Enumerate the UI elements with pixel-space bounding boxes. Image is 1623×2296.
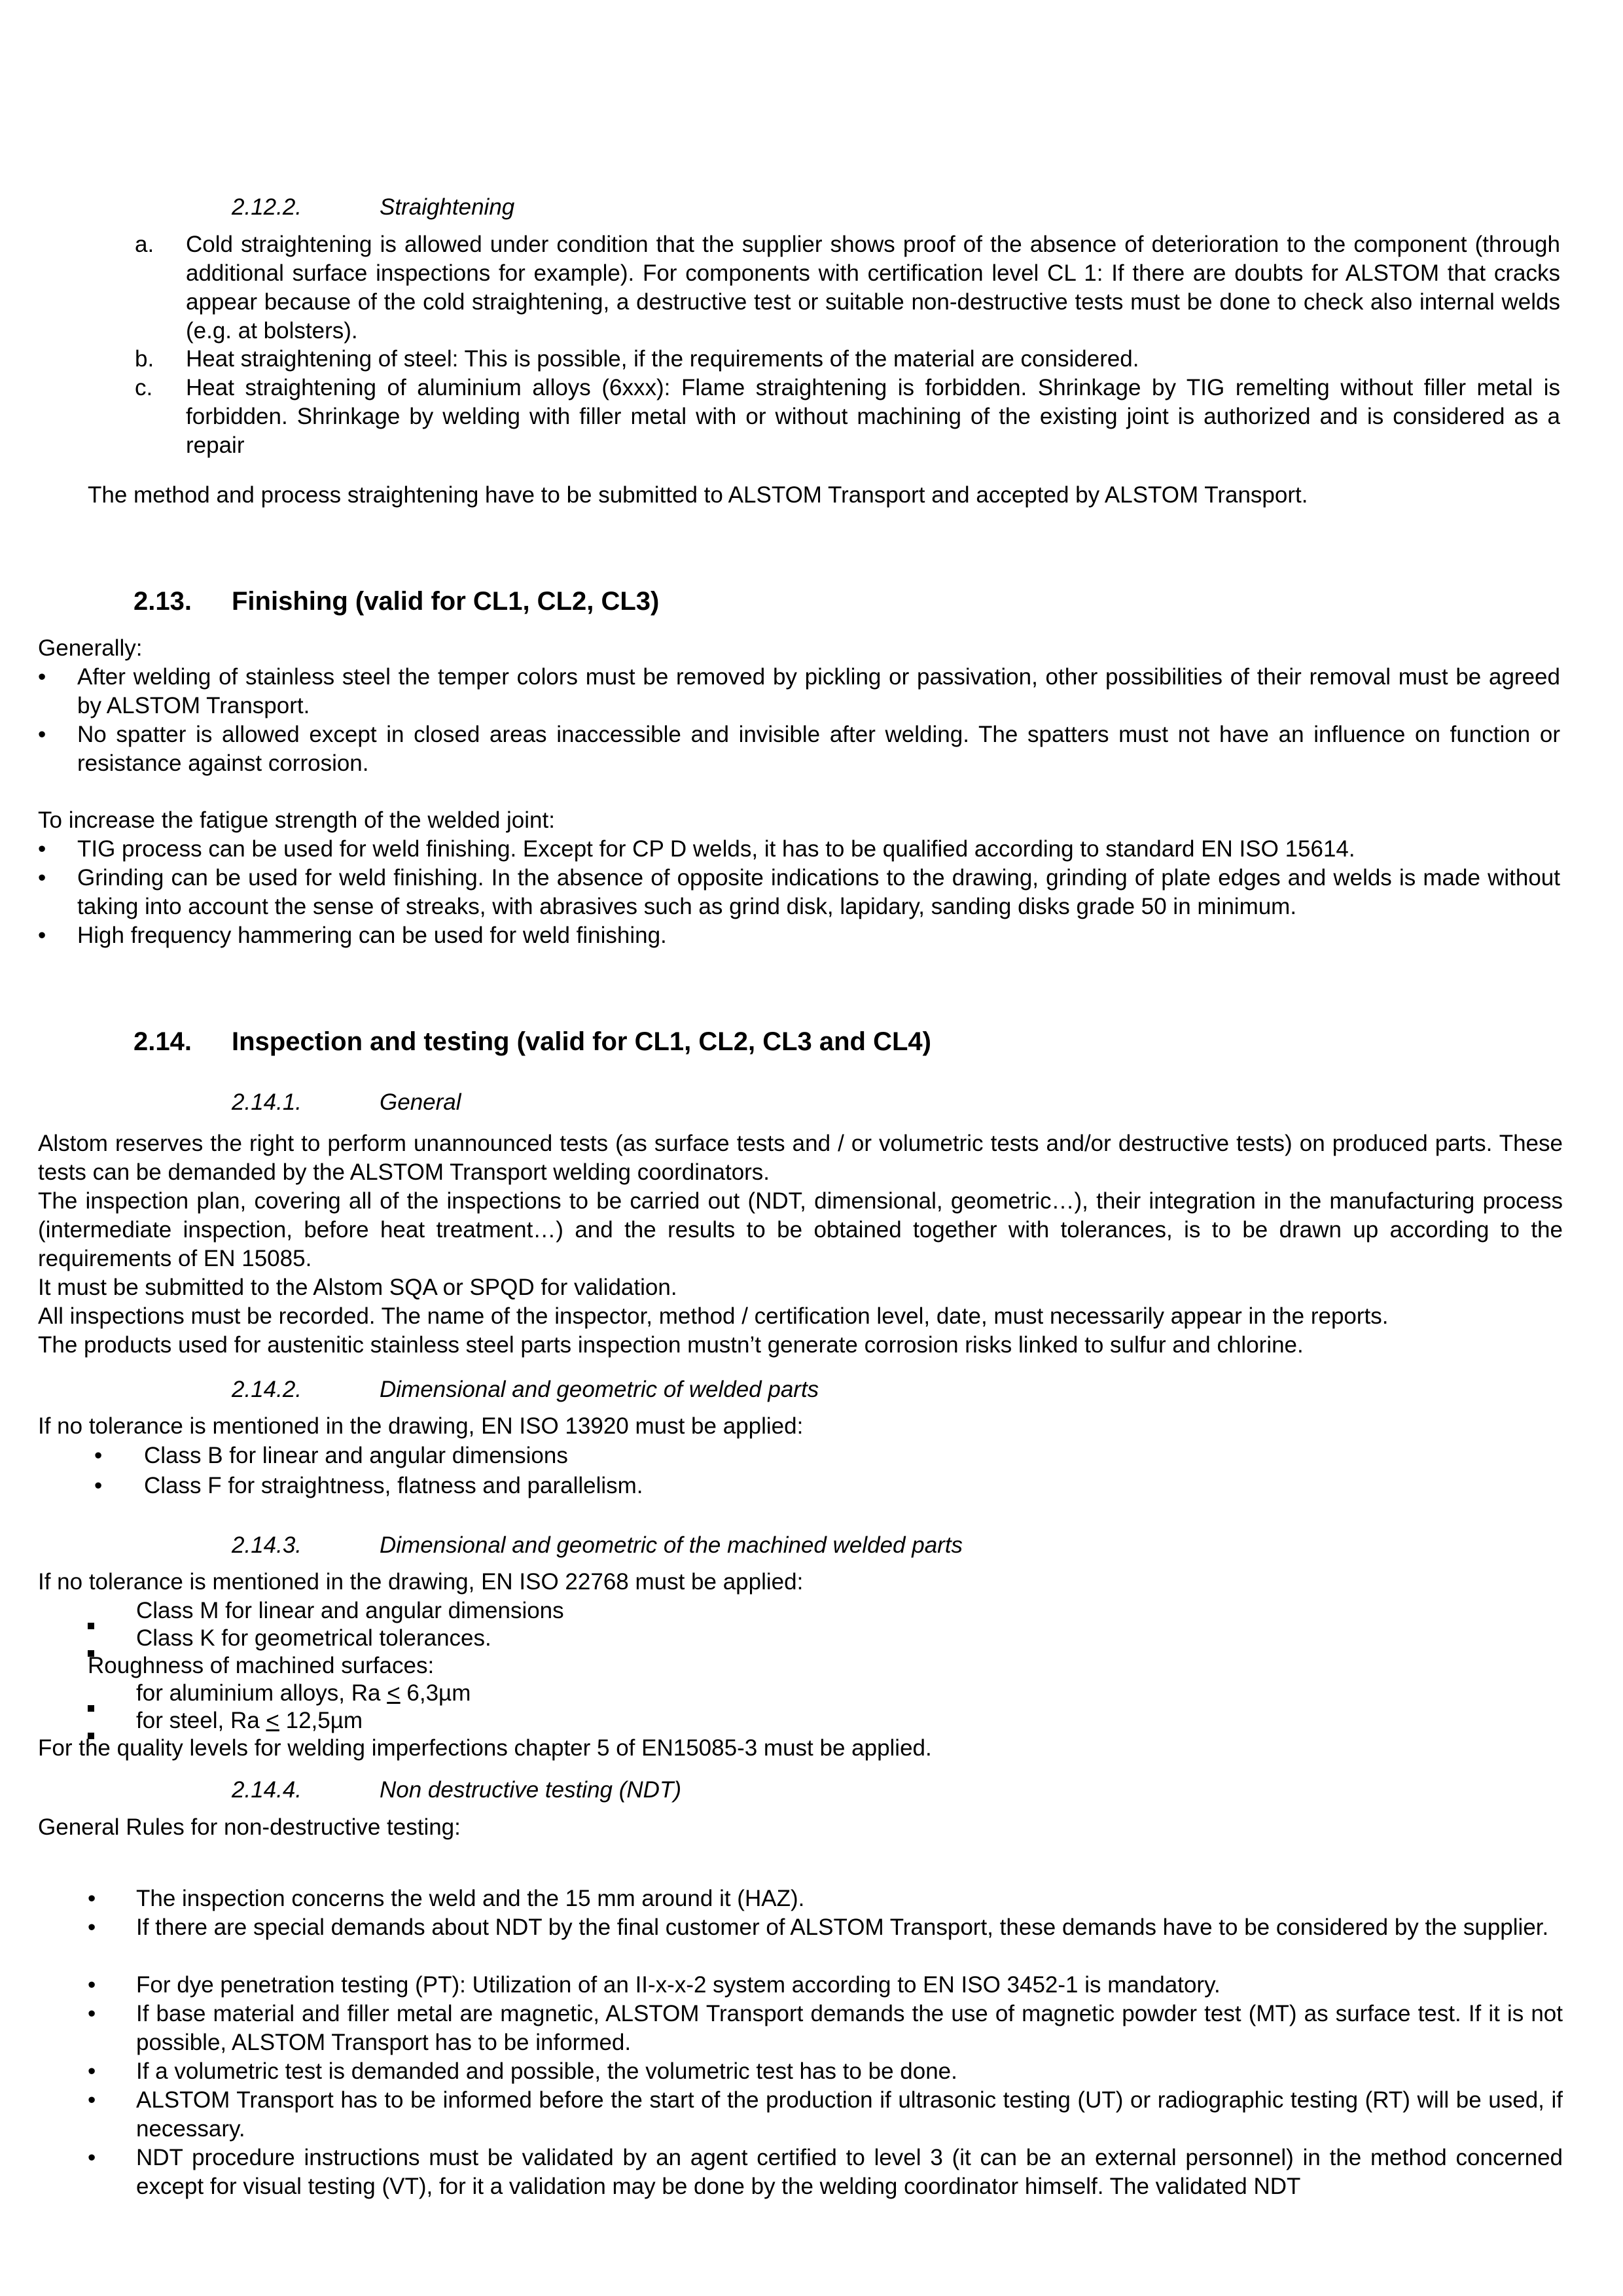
bullet-text: If base material and filler metal are magnetic, ALSTOM Transport demands the use of magnetic powder test (MT) as surface test. If it is not possible, ALSTOM Transport has to be informed. bbox=[136, 2001, 1563, 2055]
less-equal-sign: < bbox=[387, 1680, 401, 1706]
list-item-text: Cold straightening is allowed under condition that the supplier shows proof of the absence of deterioration to the component (through additional surface inspections for example). For components with certification level CL 1: If there are doubts for ALSTOM that cracks appear because of the cold straightening, a destructive test or suitable non-destructive tests must be done to check also internal welds (e.g. at bolsters). bbox=[186, 232, 1560, 344]
heading-2-12-2-number: 2.12.2. bbox=[232, 194, 302, 220]
paragraph-quality-levels: For the quality levels for welding imperfections chapter 5 of EN15085-3 must be applied. bbox=[38, 1735, 932, 1761]
roughness-text: for aluminium alloys, Ra bbox=[136, 1680, 387, 1706]
bullet-text: After welding of stainless steel the temper colors must be removed by pickling or passivation, other possibilities of their removal must be agreed by ALSTOM Transport. bbox=[77, 664, 1560, 718]
square-bullet-icon bbox=[88, 1690, 94, 1719]
bullet-text bbox=[136, 1706, 363, 1735]
bullet-icon: • bbox=[94, 1473, 103, 1498]
heading-2-14-1-number: 2.14.1. bbox=[232, 1089, 302, 1115]
square-bullet-icon bbox=[88, 1608, 94, 1636]
heading-2-14-1-title: General bbox=[380, 1089, 461, 1115]
heading-2-14-3-title: Dimensional and geometric of the machined welded parts bbox=[380, 1532, 963, 1558]
bullet-icon: • bbox=[94, 1443, 103, 1468]
heading-2-14-3-number: 2.14.3. bbox=[232, 1532, 302, 1558]
paragraph-line: All inspections must be recorded. The name of the inspector, method / certification level, date, must necessarily appear in the reports. bbox=[38, 1303, 1389, 1329]
paragraph-line: Alstom reserves the right to perform unannounced tests (as surface tests and / or volumetric tests and/or destructive tests) on produced parts. These tests can be demanded by the ALSTOM Transport welding coordinators. bbox=[38, 1131, 1563, 1185]
heading-2-14-2-title: Dimensional and geometric of welded parts bbox=[380, 1377, 819, 1402]
bullet-text: The inspection concerns the weld and the 15 mm around it (HAZ). bbox=[136, 1886, 805, 1911]
bullet-icon: • bbox=[38, 865, 46, 891]
bullet-text: High frequency hammering can be used for weld finishing. bbox=[77, 923, 667, 948]
list-marker: b. bbox=[135, 346, 154, 372]
less-equal-sign: < bbox=[266, 1708, 279, 1733]
paragraph-line: The inspection plan, covering all of the inspections to be carried out (NDT, dimensional, geometric…), their integration in the manufacturing process (intermediate inspection, before heat treatment…) and the results to be obtained together with tolerances, is to be drawn up according to the requirements of EN 15085. bbox=[38, 1188, 1563, 1271]
roughness-value: 6,3µm bbox=[400, 1680, 471, 1706]
heading-2-12-2-title: Straightening bbox=[380, 194, 515, 220]
bullet-text: No spatter is allowed except in closed areas inaccessible and invisible after welding. The spatters must not have an influence on function or resistance against corrosion. bbox=[77, 722, 1560, 776]
bullet-icon: • bbox=[38, 836, 46, 862]
heading-2-14-2-number: 2.14.2. bbox=[232, 1377, 302, 1402]
list-item-text: Heat straightening of aluminium alloys (6xxx): Flame straightening is forbidden. Shrinkage by TIG remelting without filler metal is forbidden. Shrinkage by welding with filler metal with or without machining of the existing joint is authorized and is considered as a repair bbox=[186, 375, 1560, 458]
bullet-text: If there are special demands about NDT by the final customer of ALSTOM Transport, these demands have to be considered by the supplier. bbox=[136, 1915, 1549, 1940]
bullet-text: Class K for geometrical tolerances. bbox=[136, 1625, 491, 1651]
bullet-text: TIG process can be used for weld finishing. Except for CP D welds, it has to be qualified according to standard EN ISO 15614. bbox=[77, 836, 1355, 862]
roughness-text: for steel, Ra bbox=[136, 1708, 266, 1733]
bullet-icon: • bbox=[88, 1972, 96, 1998]
bullet-icon: • bbox=[88, 2087, 96, 2113]
bullet-text: Class B for linear and angular dimensions bbox=[144, 1443, 568, 1468]
heading-2-14-4-title: Non destructive testing (NDT) bbox=[380, 1777, 681, 1803]
bullet-icon: • bbox=[88, 2001, 96, 2026]
roughness-label: Roughness of machined surfaces: bbox=[88, 1653, 435, 1678]
paragraph-line: The products used for austenitic stainless steel parts inspection mustn’t generate corrosion risks linked to sulfur and chlorine. bbox=[38, 1332, 1304, 1358]
bullet-icon: • bbox=[38, 664, 46, 690]
paragraph-general-inspection bbox=[38, 1129, 1563, 1360]
bullet-icon: • bbox=[38, 923, 46, 948]
bullet-icon: • bbox=[88, 2145, 96, 2170]
bullet-icon: • bbox=[88, 1915, 96, 1940]
roughness-value: 12,5µm bbox=[279, 1708, 363, 1733]
paragraph-en-iso-13920: If no tolerance is mentioned in the drawing, EN ISO 13920 must be applied: bbox=[38, 1413, 804, 1439]
bullet-text: Grinding can be used for weld finishing. In the absence of opposite indications to the drawing, grinding of plate edges and welds is made without taking into account the sense of streaks, with abrasives such as grind disk, lapidary, sanding disks grade 50 in minimum. bbox=[77, 865, 1560, 919]
paragraph-generally: Generally: bbox=[38, 635, 143, 661]
heading-2-14-4-number: 2.14.4. bbox=[232, 1777, 302, 1803]
heading-2-14-title: Inspection and testing (valid for CL1, CL2, CL3 and CL4) bbox=[232, 1027, 931, 1056]
list-marker: a. bbox=[135, 232, 154, 257]
bullet-text bbox=[136, 1679, 471, 1708]
list-item-text: Heat straightening of steel: This is possible, if the requirements of the material are considered. bbox=[186, 346, 1139, 372]
bullet-text: For dye penetration testing (PT): Utilization of an II-x-x-2 system according to EN ISO 3452-1 is mandatory. bbox=[136, 1972, 1221, 1998]
bullet-text: Class M for linear and angular dimensions bbox=[136, 1598, 564, 1623]
paragraph-en-iso-22768: If no tolerance is mentioned in the drawing, EN ISO 22768 must be applied: bbox=[38, 1569, 804, 1595]
list-marker: c. bbox=[135, 375, 153, 400]
heading-2-13-title: Finishing (valid for CL1, CL2, CL3) bbox=[232, 587, 660, 616]
paragraph-ndt-rules: General Rules for non-destructive testing: bbox=[38, 1814, 461, 1840]
bullet-text: ALSTOM Transport has to be informed before the start of the production if ultrasonic testing (UT) or radiographic testing (RT) will be used, if necessary. bbox=[136, 2087, 1563, 2142]
bullet-text: Class F for straightness, flatness and parallelism. bbox=[144, 1473, 643, 1498]
paragraph-fatigue-strength: To increase the fatigue strength of the welded joint: bbox=[38, 807, 555, 833]
bullet-icon: • bbox=[88, 2058, 96, 2084]
bullet-icon: • bbox=[38, 722, 46, 747]
paragraph-line: It must be submitted to the Alstom SQA or SPQD for validation. bbox=[38, 1275, 677, 1300]
heading-2-14-number: 2.14. bbox=[134, 1027, 192, 1056]
paragraph-straightening-approval: The method and process straightening have to be submitted to ALSTOM Transport and accepted by ALSTOM Transport. bbox=[88, 482, 1308, 508]
bullet-text: NDT procedure instructions must be validated by an agent certified to level 3 (it can be an external personnel) in the method concerned except for visual testing (VT), for it a validation may be done by the welding coordinator himself. The validated NDT bbox=[136, 2145, 1563, 2199]
heading-2-13-number: 2.13. bbox=[134, 587, 192, 616]
bullet-icon: • bbox=[88, 1886, 96, 1911]
bullet-text: If a volumetric test is demanded and possible, the volumetric test has to be done. bbox=[136, 2058, 957, 2084]
